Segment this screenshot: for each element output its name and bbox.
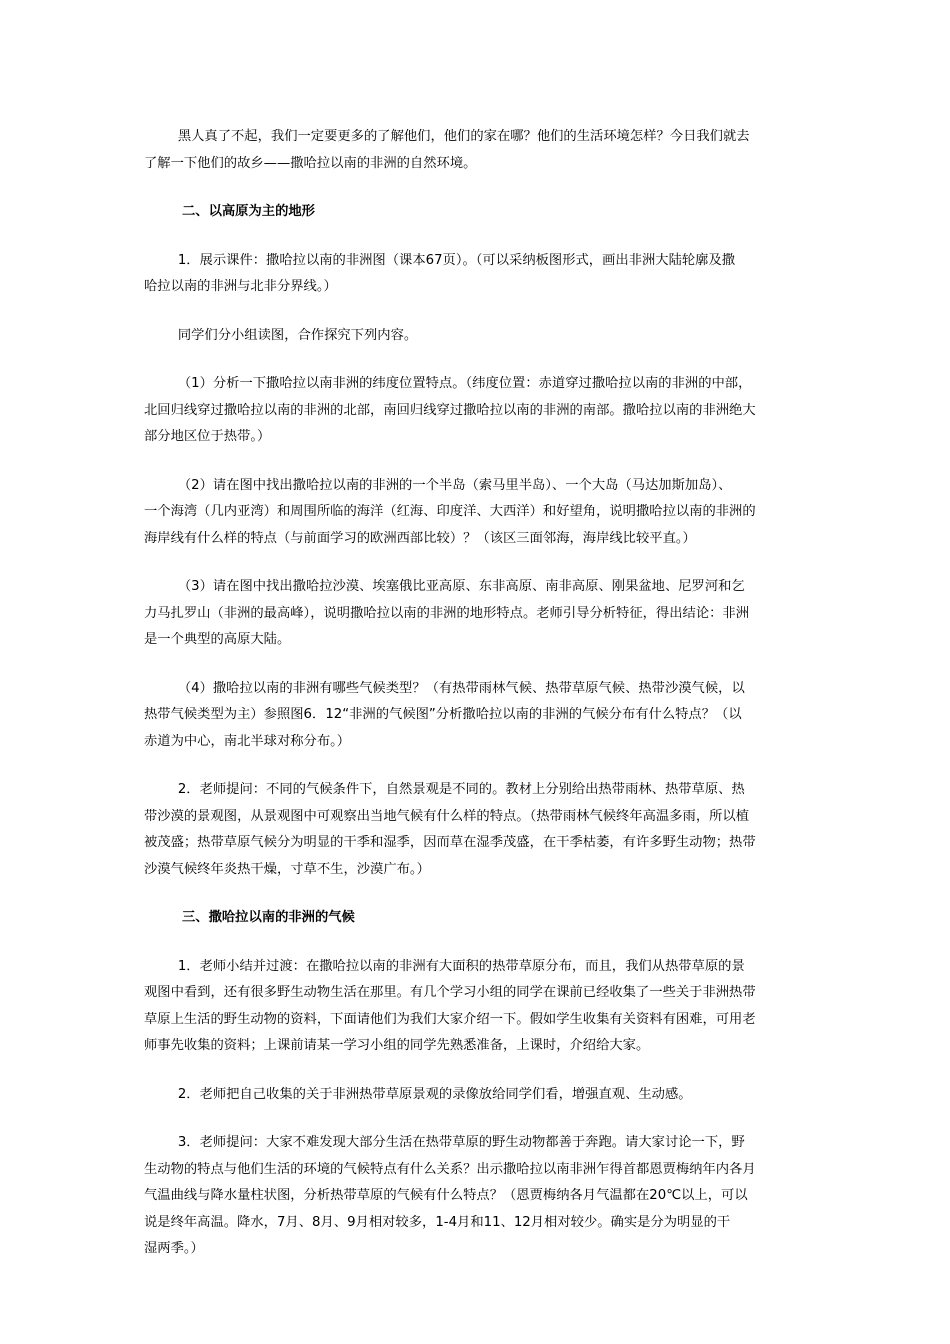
paragraph-line: 是一个典型的高原大陆。 [144, 632, 291, 647]
paragraph-line: 带沙漠的景观图，从景观图中可观察出当地气候有什么样的特点。（热带雨林气候终年高温多雨，所以植 [144, 808, 750, 824]
paragraph-gap [144, 451, 808, 473]
paragraph [144, 777, 808, 883]
paragraph-line: 1．展示课件：撒哈拉以南的非洲图（课本67页）。（可以采纳板图形式，画出非洲大陆轮廓及撒 [144, 252, 736, 268]
paragraph-gap [144, 1108, 808, 1130]
paragraph-line: 了解一下他们的故乡——撒哈拉以南的非洲的自然环境。 [144, 155, 477, 171]
document-page [144, 124, 808, 1285]
paragraph-gap [144, 349, 808, 371]
paragraph-line: 力马扎罗山（非洲的最高峰），说明撒哈拉以南的非洲的地形特点。老师引导分析特征，得出结论：非洲 [144, 605, 750, 621]
paragraph-line: 湿两季。） [144, 1241, 204, 1256]
paragraph-line: 师事先收集的资料；上课前请某一学习小组的同学先熟悉准备，上课时，介绍给大家。 [144, 1038, 650, 1053]
paragraph-line: 生动物的特点与他们生活的环境的气候特点有什么关系？出示撒哈拉以南非洲乍得首都恩贾梅纳年内各月 [144, 1161, 756, 1177]
paragraph-gap [144, 654, 808, 676]
paragraph-line: （3）请在图中找出撒哈拉沙漠、埃塞俄比亚高原、东非高原、南非高原、刚果盆地、尼罗河和乞 [144, 579, 745, 594]
paragraph-line: 2．老师把自己收集的关于非洲热带草原景观的录像放给同学们看，增强直观、生动感。 [144, 1086, 692, 1102]
paragraph [144, 1082, 808, 1109]
paragraph-gap [144, 301, 808, 323]
paragraph-gap [144, 883, 808, 905]
paragraph-line: 热带气候类型为主）参照图6．12“非洲的气候图”分析撒哈拉以南的非洲的气候分布有什么特点？（以 [144, 707, 742, 722]
paragraph-line: 1．老师小结并过渡：在撒哈拉以南的非洲有大面积的热带草原分布，而且，我们从热带草原的景 [144, 958, 745, 974]
paragraph [144, 124, 808, 177]
paragraph [144, 676, 808, 756]
paragraph-gap [144, 755, 808, 777]
paragraph-line: 被茂盛；热带草原气候分为明显的干季和湿季，因而草在湿季茂盛，在干季枯萎，有许多野生动物；热带 [144, 835, 756, 850]
paragraph [144, 371, 808, 451]
paragraph-gap [144, 1263, 808, 1285]
paragraph-line: 黑人真了不起，我们一定要更多的了解他们，他们的家在哪？他们的生活环境怎样？今日我们就去 [144, 129, 750, 144]
paragraph-line: 观图中看到，还有很多野生动物生活在那里。有几个学习小组的同学在课前已经收集了一些关于非洲热带 [144, 985, 756, 1000]
paragraph-gap [144, 226, 808, 248]
paragraph-line: （4）撒哈拉以南的非洲有哪些气候类型？（有热带雨林气候、热带草原气候、热带沙漠气候，以 [144, 680, 745, 696]
paragraph-gap [144, 177, 808, 199]
paragraph-line: 海岸线有什么样的特点（与前面学习的欧洲西部比较）？（该区三面邻海，海岸线比较平直。） [144, 530, 696, 546]
paragraph-line: 草原上生活的野生动物的资料，下面请他们为我们大家介绍一下。假如学生收集有关资料有困难，可用老 [144, 1011, 756, 1027]
paragraph-line: 一个海湾（几内亚湾）和周围所临的海洋（红海、印度洋、大西洋）和好望角，说明撒哈拉以南的非洲的 [144, 504, 756, 519]
paragraph-line: （1）分析一下撒哈拉以南非洲的纬度位置特点。（纬度位置：赤道穿过撒哈拉以南的非洲的中部， [144, 376, 752, 391]
paragraph-line: 北回归线穿过撒哈拉以南的非洲的北部，南回归线穿过撒哈拉以南的非洲的南部。撒哈拉以南的非洲绝大 [144, 402, 756, 418]
paragraph-line: （2）请在图中找出撒哈拉以南的非洲的一个半岛（索马里半岛）、一个大岛（马达加斯加岛）、 [144, 477, 732, 493]
paragraph-line: 哈拉以南的非洲与北非分界线。） [144, 279, 337, 294]
paragraph-line: 3．老师提问：大家不难发现大部分生活在热带草原的野生动物都善于奔跑。请大家讨论一下，野 [144, 1135, 745, 1150]
paragraph [144, 248, 808, 301]
paragraph-gap [144, 552, 808, 574]
section-heading: 三、撒哈拉以南的非洲的气候 [182, 910, 355, 925]
paragraph-line: 同学们分小组读图，合作探究下列内容。 [144, 327, 418, 343]
paragraph [144, 323, 808, 350]
paragraph-line: 沙漠气候终年炎热干燥，寸草不生，沙漠广布。） [144, 861, 430, 877]
section-heading: 二、以高原为主的地形 [182, 204, 315, 219]
paragraph-line: 气温曲线与降水量柱状图，分析热带草原的气候有什么特点？（恩贾梅纳各月气温都在20℃以上，可以 [144, 1188, 748, 1203]
paragraph [144, 1130, 808, 1263]
paragraph-line: 部分地区位于热带。） [144, 429, 271, 444]
paragraph [144, 954, 808, 1060]
paragraph [144, 473, 808, 553]
paragraph-gap [144, 1060, 808, 1082]
paragraph [144, 574, 808, 654]
paragraph-line: 说是终年高温。降水，7月、8月、9月相对较多，1-4月和11、12月相对较少。确实是分为明显的干 [144, 1214, 731, 1230]
paragraph-line: 赤道为中心，南北半球对称分布。） [144, 733, 351, 749]
paragraph-line: 2．老师提问：不同的气候条件下，自然景观是不同的。教材上分别给出热带雨林、热带草原、热 [144, 782, 745, 797]
paragraph-gap [144, 932, 808, 954]
